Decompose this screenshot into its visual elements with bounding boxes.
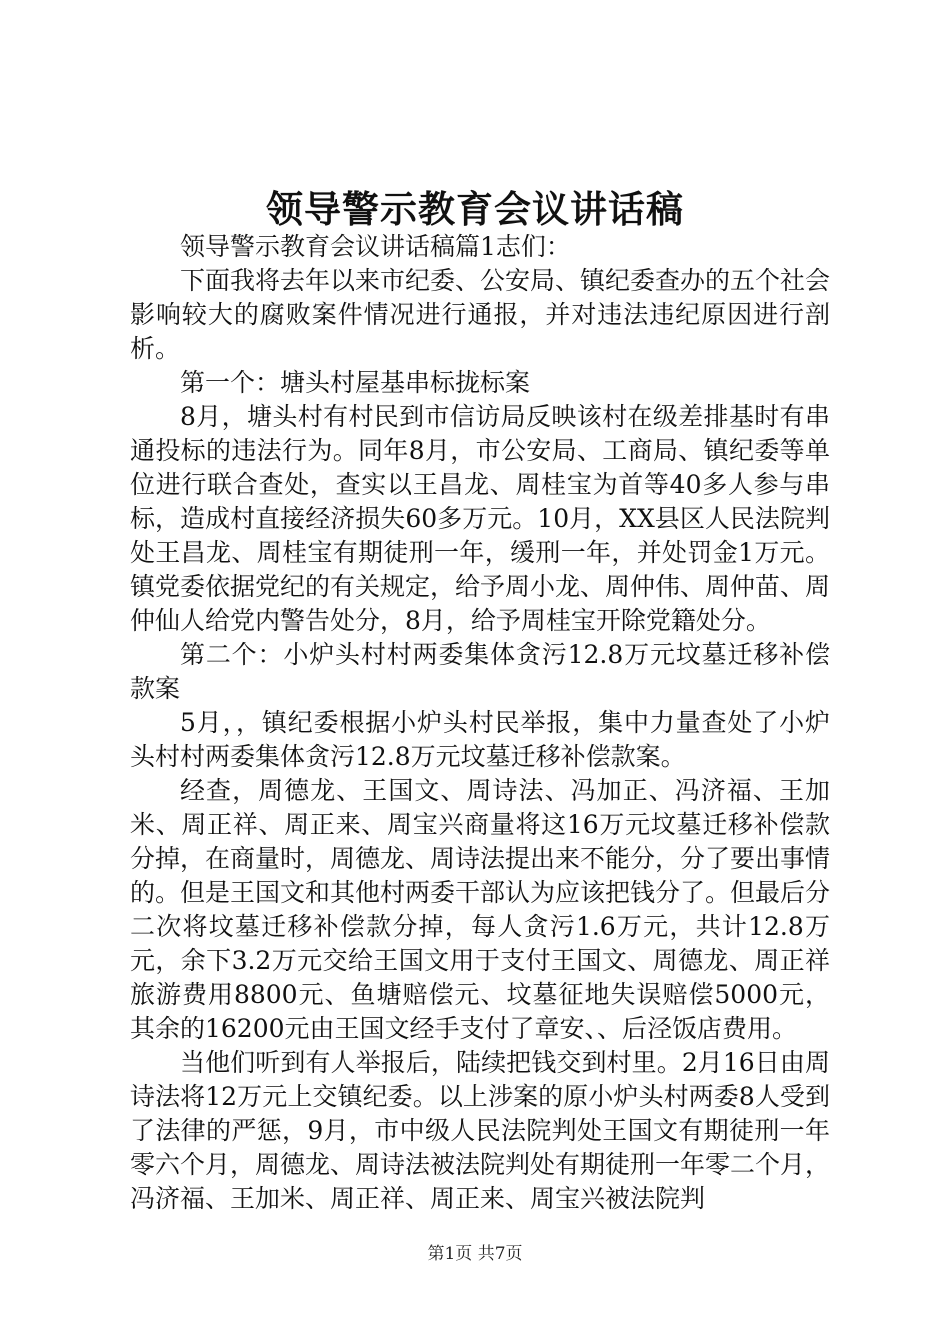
paragraph: 经查，周德龙、王国文、周诗法、冯加正、冯济福、王加米、周正祥、周正来、周宝兴商量将这16万元坟墓迁移补偿款分掉，在商量时，周德龙、周诗法提出来不能分，分了要出事情的。但是王国文和其他村两委干部认为应该把钱分了。但最后分二次将坟墓迁移补偿款分掉，每人贪污1.6万元，共计12.8万元，余下3.2万元交给王国文用于支付王国文、周德龙、周正祥旅游费用8800元、鱼塘赔偿元、坟墓征地失误赔偿5000元，其余的16200元由王国文经手支付了章安、、后泾饭店费用。: [130, 776, 831, 1043]
paragraph: 8月，塘头村有村民到市信访局反映该村在级差排基时有串通投标的违法行为。同年8月，市公安局、工商局、镇纪委等单位进行联合查处，查实以王昌龙、周桂宝为首等40多人参与串标，造成村直接经济损失60多万元。10月，XX县区人民法院判处王昌龙、周桂宝有期徒刑一年，缓刑一年，并处罚金1万元。镇党委依据党纪的有关规定，给予周小龙、周仲伟、周仲苗、周仲仙人给党内警告处分，8月，给予周桂宝开除党籍处分。: [130, 402, 831, 635]
paragraph: 下面我将去年以来市纪委、公安局、镇纪委查办的五个社会影响较大的腐败案件情况进行通报，并对违法违纪原因进行剖析。: [130, 266, 831, 363]
document-title: 领导警示教育会议讲话稿: [266, 187, 684, 231]
paragraph: 领导警示教育会议讲话稿篇1志们：: [180, 232, 571, 261]
paragraph: 当他们听到有人举报后，陆续把钱交到村里。2月16日由周诗法将12万元上交镇纪委。以上涉案的原小炉头村两委8人受到了法律的严惩，9月，市中级人民法院判处王国文有期徒刑一年零六个月，周德龙、周诗法被法院判处有期徒刑一年零二个月，冯济福、王加米、周正祥、周正来、周宝兴被法院判: [130, 1048, 831, 1213]
page-footer: 第1页 共7页: [427, 1244, 523, 1264]
document-body: [130, 230, 830, 1216]
section-heading: 第一个：塘头村屋基串标拢标案: [180, 368, 531, 397]
paragraph: 5月，，镇纪委根据小炉头村民举报，集中力量查处了小炉头村村两委集体贪污12.8万元坟墓迁移补偿款案。: [130, 708, 830, 771]
section-heading: 第二个：小炉头村村两委集体贪污12.8万元坟墓迁移补偿款案: [130, 640, 830, 703]
